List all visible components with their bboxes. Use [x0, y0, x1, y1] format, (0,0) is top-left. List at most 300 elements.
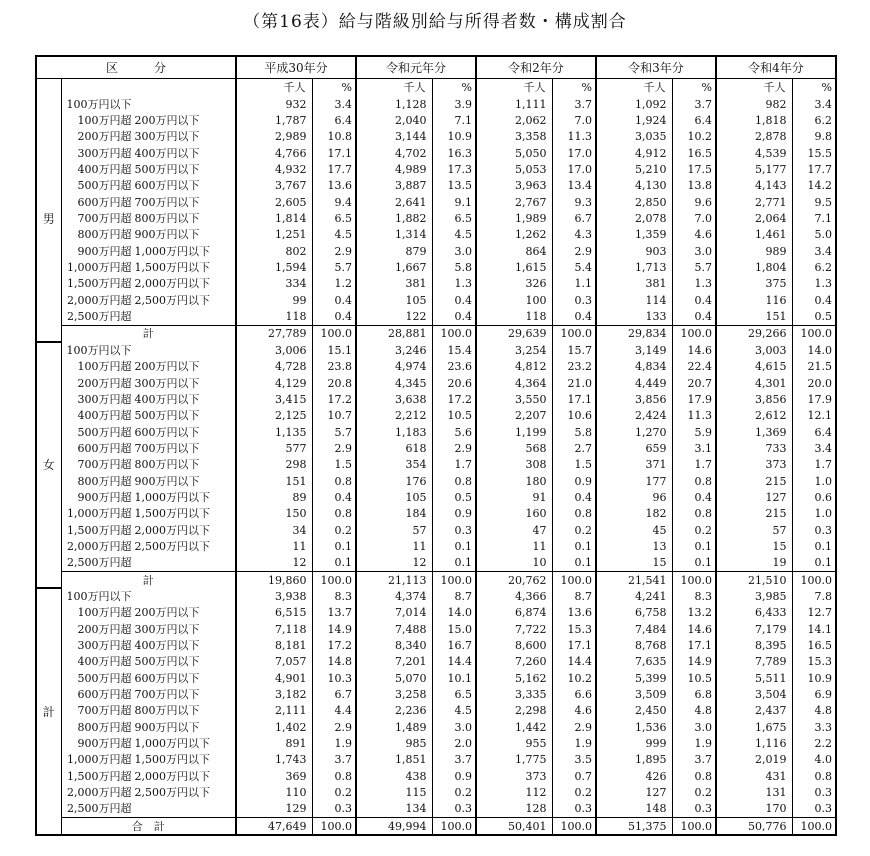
range-lower: 1,500万円超 [67, 523, 132, 537]
total-percent-cell: 100.0 [432, 571, 476, 588]
percent-cell: 16.5 [672, 145, 716, 161]
percent-cell: 6.5 [312, 210, 356, 226]
percent-cell: 14.9 [312, 621, 356, 637]
range-lower: 100万円以下 [66, 343, 132, 357]
count-cell: 1,116 [716, 735, 792, 751]
total-percent-cell: 100.0 [792, 818, 836, 836]
percent-cell: 17.2 [432, 391, 476, 407]
percent-cell: 0.2 [552, 522, 596, 538]
count-cell: 177 [596, 473, 672, 489]
count-cell: 659 [596, 440, 672, 456]
count-cell: 151 [716, 308, 792, 325]
range-lower: 2,500万円超 [67, 310, 132, 324]
total-percent-cell: 100.0 [672, 818, 716, 836]
row-label [61, 801, 236, 818]
percent-cell: 8.3 [672, 588, 716, 604]
percent-cell: 0.4 [672, 292, 716, 308]
count-cell: 105 [356, 489, 432, 505]
count-cell: 129 [236, 801, 312, 818]
count-cell: 131 [716, 784, 792, 800]
unit-header-row [36, 79, 836, 97]
count-cell: 127 [716, 489, 792, 505]
percent-cell: 0.9 [432, 506, 476, 522]
count-cell: 4,834 [596, 359, 672, 375]
count-cell: 2,437 [716, 703, 792, 719]
range-lower: 800万円超 [77, 720, 132, 734]
percent-cell: 2.9 [552, 243, 596, 259]
count-cell: 3,254 [476, 342, 552, 358]
unit-percent: % [672, 79, 716, 97]
percent-cell: 3.7 [552, 96, 596, 112]
total-percent-cell: 100.0 [552, 325, 596, 342]
range-upper: 400万円以下 [134, 392, 200, 406]
table-row [36, 178, 836, 194]
count-cell: 118 [476, 308, 552, 325]
table-row [36, 145, 836, 161]
range-lower: 100万円以下 [66, 589, 132, 603]
count-cell: 1,814 [236, 210, 312, 226]
percent-cell: 0.1 [672, 555, 716, 572]
percent-cell: 15.1 [312, 342, 356, 358]
total-percent-cell: 100.0 [312, 325, 356, 342]
table-row [36, 243, 836, 259]
count-cell: 1,924 [596, 112, 672, 128]
count-cell: 1,667 [356, 259, 432, 275]
percent-cell: 16.5 [807, 639, 832, 653]
count-cell: 3,638 [356, 391, 432, 407]
gender-label: 女 [36, 342, 61, 588]
row-label [61, 506, 236, 522]
count-cell: 4,345 [356, 375, 432, 391]
percent-cell: 0.3 [814, 802, 832, 816]
count-cell: 8,395 [716, 637, 792, 653]
count-cell: 34 [236, 522, 312, 538]
table-row [36, 555, 836, 572]
percent-cell: 3.1 [672, 440, 716, 456]
count-cell: 3,504 [716, 686, 792, 702]
table-row [36, 621, 836, 637]
percent-cell: 14.6 [672, 621, 716, 637]
count-cell: 114 [596, 292, 672, 308]
total-count-cell: 49,994 [356, 818, 432, 836]
count-cell: 308 [476, 457, 552, 473]
count-cell: 7,014 [356, 605, 432, 621]
unit-percent: % [552, 79, 596, 97]
count-cell: 4,901 [236, 670, 312, 686]
percent-cell: 20.6 [432, 375, 476, 391]
count-cell: 2,111 [236, 703, 312, 719]
total-count-cell: 20,762 [476, 571, 552, 588]
count-cell: 381 [596, 276, 672, 292]
count-cell: 7,488 [356, 621, 432, 637]
count-cell: 1,199 [476, 424, 552, 440]
percent-cell: 4.5 [312, 227, 356, 243]
count-cell: 1,402 [236, 719, 312, 735]
count-cell: 438 [356, 768, 432, 784]
percent-cell: 5.4 [552, 259, 596, 275]
count-cell: 7,789 [716, 654, 792, 670]
count-cell: 3,035 [596, 129, 672, 145]
percent-cell: 14.0 [432, 605, 476, 621]
count-cell: 8,600 [476, 637, 552, 653]
count-cell: 15 [716, 538, 792, 554]
range-upper: 900万円以下 [134, 228, 200, 242]
percent-cell: 13.7 [312, 605, 356, 621]
percent-cell: 15.7 [552, 342, 596, 358]
count-cell: 4,539 [716, 145, 792, 161]
count-cell: 3,246 [356, 342, 432, 358]
count-cell: 733 [716, 440, 792, 456]
count-cell: 91 [476, 489, 552, 505]
table-row [36, 457, 836, 473]
percent-cell: 23.6 [432, 359, 476, 375]
percent-cell: 1.2 [312, 276, 356, 292]
percent-cell: 21.0 [552, 375, 596, 391]
count-cell: 1,775 [476, 752, 552, 768]
row-label [61, 719, 236, 735]
percent-cell: 11.3 [552, 129, 596, 145]
percent-cell: 6.5 [432, 210, 476, 226]
percent-cell: 0.3 [814, 786, 832, 800]
row-label [61, 555, 236, 572]
percent-cell: 0.3 [432, 801, 476, 818]
section-total-label: 計 [61, 325, 236, 342]
unit-thousand-persons: 千人 [716, 79, 792, 97]
percent-cell: 2.9 [432, 440, 476, 456]
count-cell: 431 [716, 768, 792, 784]
total-percent-cell: 100.0 [552, 571, 596, 588]
range-upper: 300万円以下 [134, 622, 200, 636]
count-cell: 2,641 [356, 194, 432, 210]
range-lower: 100万円以下 [66, 97, 132, 111]
row-label [61, 210, 236, 226]
table-row [36, 768, 836, 784]
count-cell: 1,369 [716, 424, 792, 440]
percent-cell: 10.1 [432, 670, 476, 686]
gender-label: 男 [36, 96, 61, 342]
percent-cell: 14.4 [432, 654, 476, 670]
row-label [61, 292, 236, 308]
range-upper: 600万円以下 [134, 671, 200, 685]
count-cell: 8,340 [356, 637, 432, 653]
percent-cell: 15.4 [432, 342, 476, 358]
range-lower: 2,000万円超 [67, 293, 132, 307]
percent-cell: 0.5 [432, 489, 476, 505]
row-label [61, 424, 236, 440]
percent-cell: 10.6 [552, 408, 596, 424]
gender-label: 計 [36, 588, 61, 835]
percent-cell: 7.0 [552, 112, 596, 128]
total-count-cell: 51,375 [596, 818, 672, 836]
percent-cell: 1.3 [432, 276, 476, 292]
count-cell: 89 [236, 489, 312, 505]
percent-cell: 0.2 [552, 784, 596, 800]
count-cell: 4,615 [716, 359, 792, 375]
range-lower: 500万円超 [77, 179, 132, 193]
table-row [36, 440, 836, 456]
percent-cell: 8.3 [312, 588, 356, 604]
percent-cell: 0.2 [432, 784, 476, 800]
count-cell: 4,301 [716, 375, 792, 391]
percent-cell: 4.0 [814, 753, 832, 767]
percent-cell: 21.5 [807, 360, 832, 374]
percent-cell: 3.0 [432, 719, 476, 735]
table-row [36, 719, 836, 735]
percent-cell: 1.7 [814, 458, 832, 472]
percent-cell: 1.0 [814, 474, 832, 488]
percent-cell: 17.2 [312, 637, 356, 653]
percent-cell: 5.6 [432, 424, 476, 440]
percent-cell: 1.7 [672, 457, 716, 473]
year-header-row [36, 56, 836, 79]
row-label [61, 194, 236, 210]
count-cell: 1,128 [356, 96, 432, 112]
percent-cell: 1.3 [814, 277, 832, 291]
count-cell: 3,144 [356, 129, 432, 145]
range-upper: 600万円以下 [134, 425, 200, 439]
table-row [36, 375, 836, 391]
year-header: 令和2年分 [476, 56, 596, 79]
percent-cell: 17.0 [552, 145, 596, 161]
range-lower: 600万円超 [77, 688, 132, 702]
count-cell: 955 [476, 735, 552, 751]
range-lower: 600万円超 [77, 195, 132, 209]
range-lower: 700万円超 [77, 458, 132, 472]
row-label [61, 489, 236, 505]
count-cell: 5,177 [716, 161, 792, 177]
count-cell: 134 [356, 801, 432, 818]
percent-cell: 10.9 [807, 671, 832, 685]
range-upper: 500万円以下 [134, 163, 200, 177]
count-cell: 12 [356, 555, 432, 572]
percent-cell: 1.5 [552, 457, 596, 473]
percent-cell: 5.8 [432, 259, 476, 275]
row-label [61, 112, 236, 128]
percent-cell: 0.4 [814, 293, 832, 307]
empty-label-header [61, 79, 236, 97]
count-cell: 7,722 [476, 621, 552, 637]
total-count-cell: 29,639 [476, 325, 552, 342]
section-total-row [36, 818, 836, 836]
percent-cell: 0.3 [672, 801, 716, 818]
count-cell: 170 [716, 801, 792, 818]
range-upper: 300万円以下 [134, 376, 200, 390]
table-row [36, 359, 836, 375]
percent-cell: 3.3 [814, 720, 832, 734]
count-cell: 151 [236, 473, 312, 489]
percent-cell: 0.1 [814, 539, 832, 553]
percent-cell: 6.4 [672, 112, 716, 128]
percent-cell: 9.8 [814, 130, 832, 144]
range-upper: 600万円以下 [134, 179, 200, 193]
section-total-row [36, 571, 836, 588]
range-upper: 1,000万円以下 [134, 490, 210, 504]
percent-cell: 1.9 [552, 735, 596, 751]
count-cell: 6,758 [596, 605, 672, 621]
count-cell: 1,442 [476, 719, 552, 735]
count-cell: 3,358 [476, 129, 552, 145]
count-cell: 1,675 [716, 719, 792, 735]
percent-cell: 7.1 [432, 112, 476, 128]
row-label [61, 457, 236, 473]
count-cell: 2,064 [716, 210, 792, 226]
row-label [61, 227, 236, 243]
count-cell: 2,062 [476, 112, 552, 128]
count-cell: 7,260 [476, 654, 552, 670]
count-cell: 15 [596, 555, 672, 572]
range-lower: 600万円超 [77, 441, 132, 455]
percent-cell: 2.9 [312, 243, 356, 259]
count-cell: 3,856 [716, 391, 792, 407]
range-lower: 500万円超 [77, 671, 132, 685]
count-cell: 182 [596, 506, 672, 522]
count-cell: 215 [716, 473, 792, 489]
percent-cell: 0.8 [312, 506, 356, 522]
percent-cell: 4.3 [552, 227, 596, 243]
total-percent-cell: 100.0 [792, 325, 836, 342]
percent-cell: 0.2 [312, 784, 356, 800]
range-upper: 800万円以下 [134, 704, 200, 718]
count-cell: 57 [356, 522, 432, 538]
count-cell: 2,040 [356, 112, 432, 128]
percent-cell: 3.5 [552, 752, 596, 768]
percent-cell: 0.1 [312, 555, 356, 572]
range-lower: 500万円超 [77, 425, 132, 439]
percent-cell: 4.8 [814, 704, 832, 718]
count-cell: 2,850 [596, 194, 672, 210]
percent-cell: 0.8 [312, 473, 356, 489]
percent-cell: 6.2 [814, 261, 832, 275]
count-cell: 298 [236, 457, 312, 473]
unit-thousand-persons: 千人 [236, 79, 312, 97]
range-lower: 1,000万円超 [67, 507, 132, 521]
range-lower: 400万円超 [77, 655, 132, 669]
count-cell: 999 [596, 735, 672, 751]
count-cell: 1,092 [596, 96, 672, 112]
count-cell: 13 [596, 538, 672, 554]
count-cell: 1,135 [236, 424, 312, 440]
percent-cell: 0.3 [552, 801, 596, 818]
range-lower: 300万円超 [77, 146, 132, 160]
count-cell: 985 [356, 735, 432, 751]
row-label [61, 621, 236, 637]
total-count-cell: 27,789 [236, 325, 312, 342]
section-total-row [36, 325, 836, 342]
row-label [61, 96, 236, 112]
count-cell: 802 [236, 243, 312, 259]
total-count-cell: 21,510 [716, 571, 792, 588]
range-lower: 800万円超 [77, 228, 132, 242]
count-cell: 3,938 [236, 588, 312, 604]
percent-cell: 20.7 [672, 375, 716, 391]
count-cell: 1,111 [476, 96, 552, 112]
table-row [36, 654, 836, 670]
percent-cell: 0.4 [552, 489, 596, 505]
table-row [36, 703, 836, 719]
percent-cell: 0.4 [552, 308, 596, 325]
year-header: 令和4年分 [716, 56, 836, 79]
count-cell: 122 [356, 308, 432, 325]
count-cell: 2,605 [236, 194, 312, 210]
row-label [61, 703, 236, 719]
percent-cell: 1.9 [672, 735, 716, 751]
table-row [36, 637, 836, 653]
count-cell: 3,963 [476, 178, 552, 194]
percent-cell: 3.7 [672, 752, 716, 768]
count-cell: 618 [356, 440, 432, 456]
percent-cell: 5.7 [312, 259, 356, 275]
count-cell: 3,258 [356, 686, 432, 702]
table-row [36, 161, 836, 177]
table-row [36, 259, 836, 275]
percent-cell: 3.7 [672, 96, 716, 112]
range-upper: 500万円以下 [134, 409, 200, 423]
count-cell: 1,804 [716, 259, 792, 275]
count-cell: 8,181 [236, 637, 312, 653]
percent-cell: 0.1 [312, 538, 356, 554]
percent-cell: 4.4 [312, 703, 356, 719]
section-total-label: 計 [61, 571, 236, 588]
count-cell: 1,270 [596, 424, 672, 440]
unit-thousand-persons: 千人 [356, 79, 432, 97]
table-row [36, 391, 836, 407]
count-cell: 989 [716, 243, 792, 259]
range-upper: 800万円以下 [134, 458, 200, 472]
count-cell: 215 [716, 506, 792, 522]
range-upper: 700万円以下 [134, 441, 200, 455]
percent-cell: 2.9 [312, 719, 356, 735]
row-label [61, 259, 236, 275]
percent-cell: 3.4 [814, 441, 832, 455]
range-lower: 2,500万円超 [67, 556, 132, 570]
count-cell: 1,895 [596, 752, 672, 768]
count-cell: 45 [596, 522, 672, 538]
percent-cell: 12.1 [807, 409, 832, 423]
percent-cell: 0.1 [672, 538, 716, 554]
percent-cell: 0.2 [672, 522, 716, 538]
total-count-cell: 19,860 [236, 571, 312, 588]
percent-cell: 13.6 [312, 178, 356, 194]
percent-cell: 14.8 [312, 654, 356, 670]
count-cell: 116 [716, 292, 792, 308]
count-cell: 903 [596, 243, 672, 259]
count-cell: 1,787 [236, 112, 312, 128]
percent-cell: 1.9 [312, 735, 356, 751]
total-percent-cell: 100.0 [672, 325, 716, 342]
range-lower: 2,500万円超 [67, 802, 132, 816]
count-cell: 1,251 [236, 227, 312, 243]
percent-cell: 3.7 [432, 752, 476, 768]
count-cell: 3,335 [476, 686, 552, 702]
count-cell: 2,212 [356, 408, 432, 424]
count-cell: 3,149 [596, 342, 672, 358]
count-cell: 4,143 [716, 178, 792, 194]
count-cell: 47 [476, 522, 552, 538]
percent-cell: 16.7 [432, 637, 476, 653]
percent-cell: 8.7 [432, 588, 476, 604]
range-lower: 100万円超 [77, 606, 132, 620]
percent-cell: 1.5 [312, 457, 356, 473]
percent-cell: 6.7 [312, 686, 356, 702]
percent-cell: 14.6 [672, 342, 716, 358]
row-label [61, 276, 236, 292]
count-cell: 4,241 [596, 588, 672, 604]
percent-cell: 0.9 [432, 768, 476, 784]
total-count-cell: 29,834 [596, 325, 672, 342]
percent-cell: 17.1 [672, 637, 716, 653]
count-cell: 1,989 [476, 210, 552, 226]
range-upper: 1,000万円以下 [134, 244, 210, 258]
